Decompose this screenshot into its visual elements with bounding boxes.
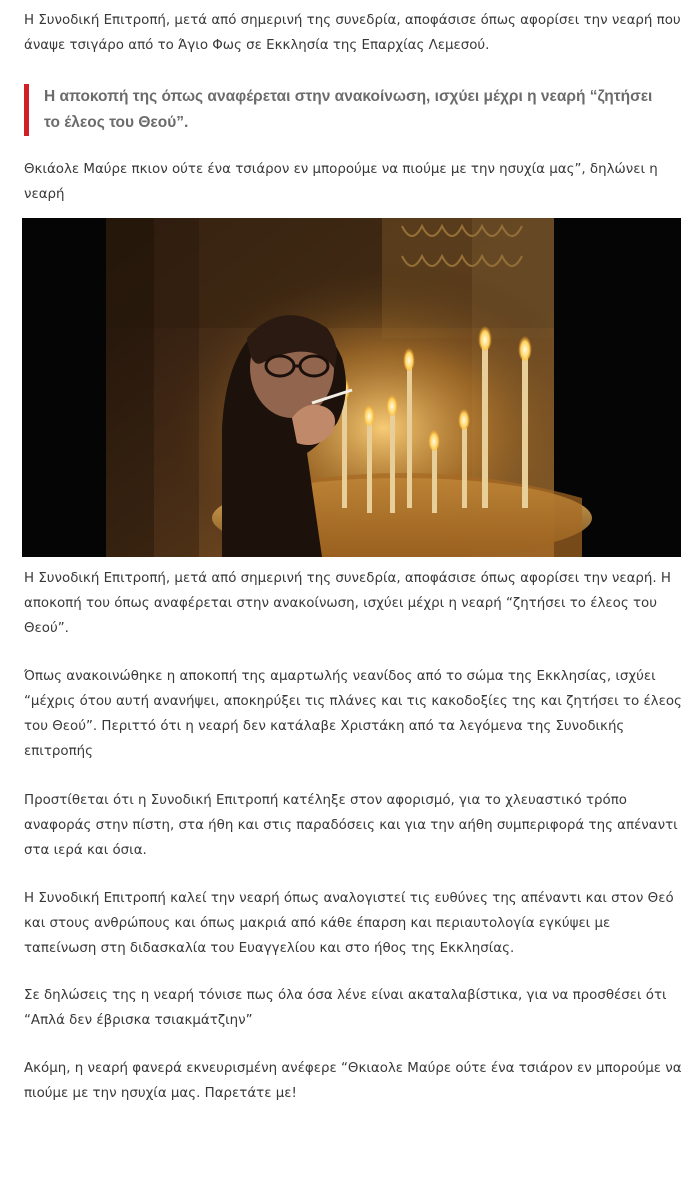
body-paragraph-4: Η Συνοδική Επιτροπή καλεί την νεαρή όπως αναλογιστεί τις ευθύνες της απέναντι και στον Θεό και στους ανθρώπους και όπως μακριά από κάθε έπαρση και περιαυτολογία εγκύψει με ταπείνωση στη διδασκαλία του Ευαγγελίου και στο ήθος της Εκκλησίας. bbox=[24, 891, 674, 956]
article-photo bbox=[22, 218, 681, 557]
body-paragraph-3: Προστίθεται ότι η Συνοδική Επιτροπή κατέληξε στον αφορισμό, για το χλευαστικό τρόπο αναφοράς στην πίστη, στα ήθη και στις παραδόσεις και για την αήθη συμπεριφορά της απέναντι στα ιερά και όσια. bbox=[24, 793, 678, 858]
pullquote-text: Η αποκοπή της όπως αναφέρεται στην ανακοίνωση, ισχύει μέχρι η νεαρή “ζητήσει το έλεος του Θεού”. bbox=[44, 88, 653, 131]
body-paragraph-6: Ακόμη, η νεαρή φανερά εκνευρισμένη ανέφερε “Θκιαολε Μαύρε ούτε ένα τσιάρον εν μπορούμε να πιούμε με την ησυχία μας. Παρετάτε με! bbox=[24, 1061, 682, 1101]
intro-paragraph: Η Συνοδική Επιτροπή, μετά από σημερινή της συνεδρία, αποφάσισε όπως αφορίσει την νεαρή που άναψε τσιγάρο από το Άγιο Φως σε Εκκλησία της Επαρχίας Λεμεσού. bbox=[24, 13, 681, 53]
pullquote bbox=[24, 84, 669, 136]
quote-line-paragraph: Θκιάολε Μαύρε πκιον ούτε ένα τσιάρον εν μπορούμε να πιούμε με την ησυχία μας”, δηλώνει η νεαρή bbox=[24, 162, 658, 202]
body-paragraph-2: Όπως ανακοινώθηκε η αποκοπή της αμαρτωλής νεανίδος από το σώμα της Εκκλησίας, ισχύει “μέχρις ότου αυτή ανανήψει, αποκηρύξει τις πλάνες και τις κακοδοξίες της και ζητήσει το έλεος του Θεού”. Περιττό ότι η νεαρή δεν κατάλαβε Χριστάκη από τα λεγόμενα της Συνοδικής επιτροπής bbox=[24, 669, 682, 759]
body-paragraph-1: Η Συνοδική Επιτροπή, μετά από σημερινή της συνεδρία, αποφάσισε όπως αφορίσει την νεαρή. Η αποκοπή του όπως αναφέρεται στην ανακοίνωση, ισχύει μέχρι η νεαρή “ζητήσει το έλεος του Θεού”. bbox=[24, 571, 671, 636]
body-paragraph-5: Σε δηλώσεις της η νεαρή τόνισε πως όλα όσα λένε είναι ακαταλαβίστικα, για να προσθέσει ότι “Απλά δεν έβρισκα τσιακμάτζιην” bbox=[24, 988, 667, 1028]
photo-illustration bbox=[22, 218, 681, 557]
